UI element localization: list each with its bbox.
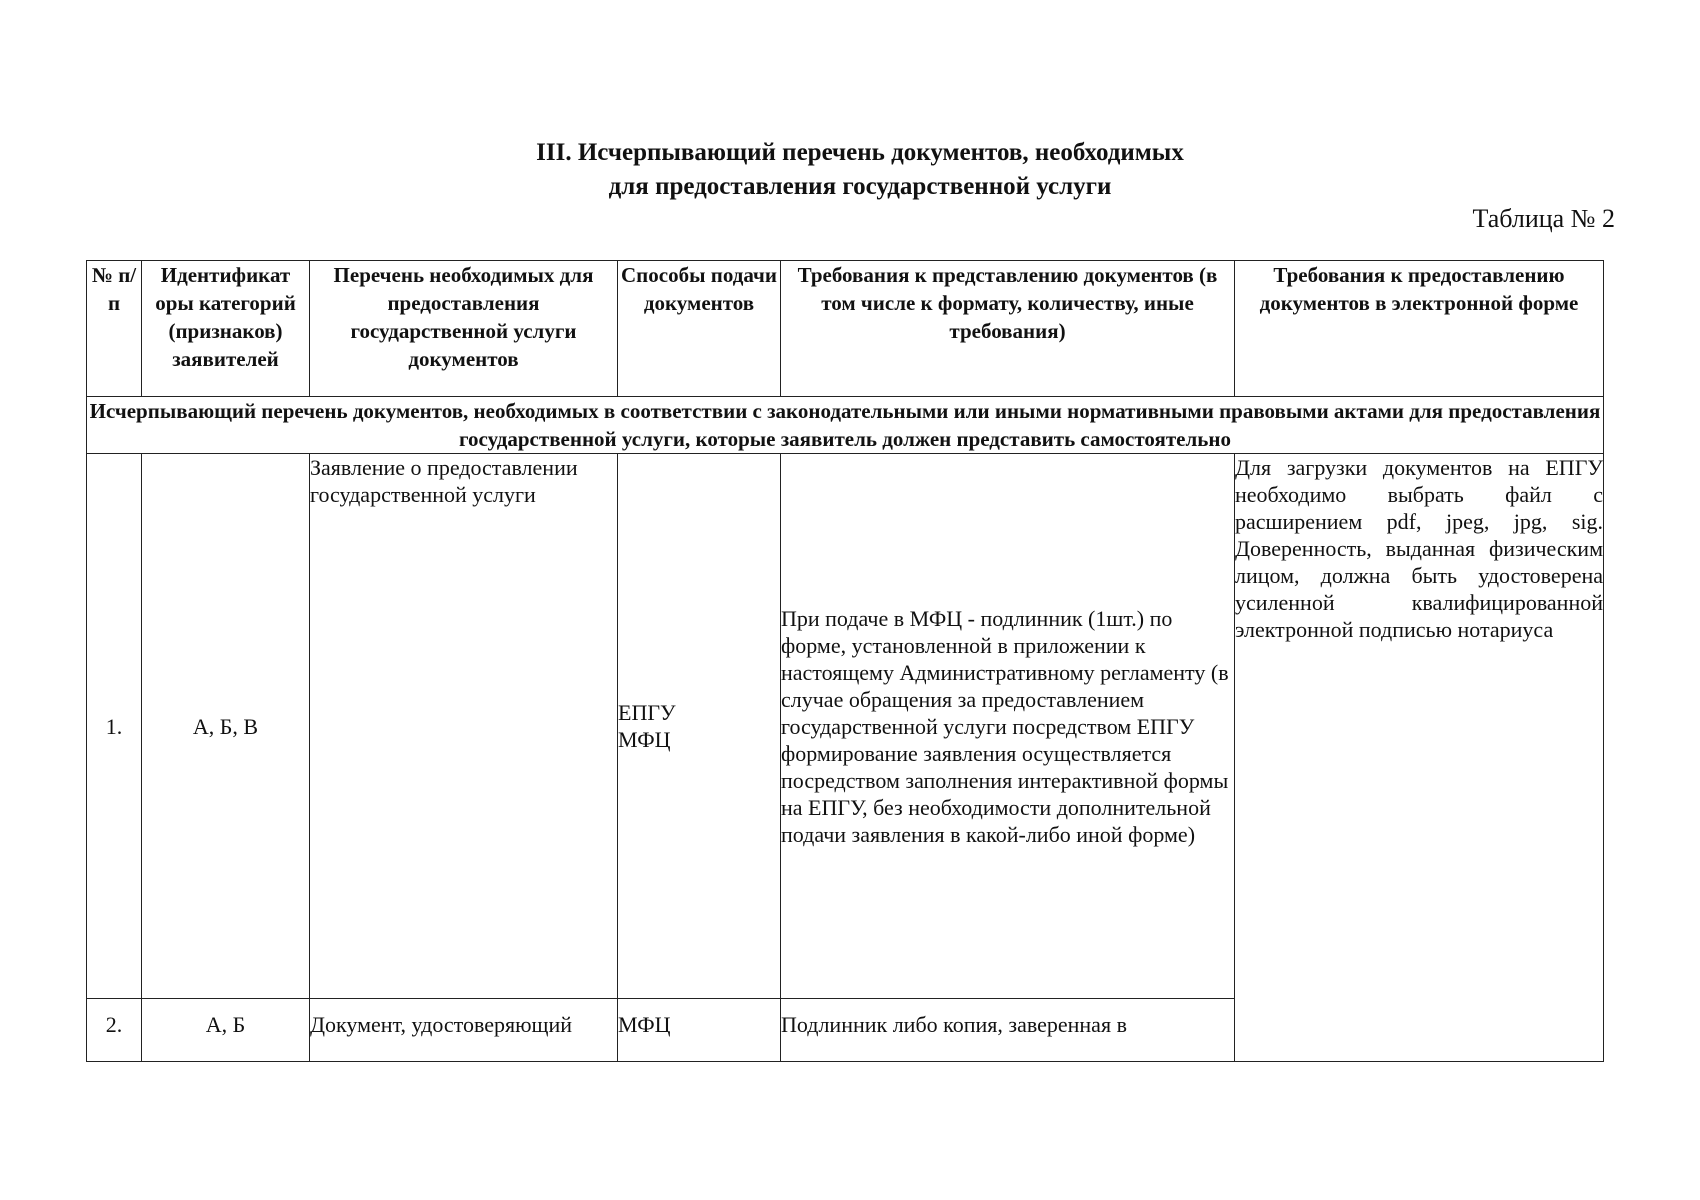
row-number: 1.	[87, 454, 142, 999]
header-documents-list: Перечень необходимых для предоставления государственной услуги документов	[310, 261, 618, 397]
table-row	[87, 454, 1604, 999]
table-header-row	[87, 261, 1604, 397]
header-submission-requirements: Требования к представлению документов (в том числе к формату, количеству, иные требования)	[781, 261, 1235, 397]
heading-line-1: III. Исчерпывающий перечень документов, необходимых	[536, 139, 1184, 166]
section-heading	[0, 136, 1700, 204]
row-categories: А, Б, В	[142, 454, 310, 999]
row-methods	[618, 999, 781, 1062]
row-document-name: Заявление о предоставлении государственной услуги	[310, 454, 618, 999]
row-categories: А, Б	[142, 999, 310, 1062]
row-document-name: Документ, удостоверяющий	[310, 999, 618, 1062]
row-requirements: При подаче в МФЦ - подлинник (1шт.) по форме, установленной в приложении к настоящему Административному регламенту (в случае обращения за предоставлением государственной услуги посредством ЕПГУ формирование заявления осуществляется посредством заполнения интерактивной формы на ЕПГУ, без необходимости дополнительной подачи заявления в какой-либо иной форме)	[781, 454, 1235, 999]
row-number: 2.	[87, 999, 142, 1062]
row-electronic-requirements: Для загрузки документов на ЕПГУ необходимо выбрать файл с расширением pdf, jpeg, jpg, sig. Доверенность, выданная физическим лицом, должна быть удостоверена усиленной квалифицированной электронной подписью нотариуса	[1235, 454, 1604, 1062]
method-item: МФЦ	[618, 1012, 671, 1037]
method-item: МФЦ	[618, 727, 671, 752]
heading-line-2: для предоставления государственной услуги	[608, 173, 1112, 200]
header-applicant-categories: Идентификат оры категорий (признаков) заявителей	[142, 261, 310, 397]
row-requirements: Подлинник либо копия, заверенная в	[781, 999, 1235, 1062]
documents-table	[86, 260, 1604, 1062]
table-label: Таблица № 2	[1472, 204, 1615, 233]
header-submission-methods: Способы подачи документов	[618, 261, 781, 397]
method-item: ЕПГУ	[618, 700, 676, 725]
row-methods	[618, 454, 781, 999]
header-electronic-requirements: Требования к предоставлению документов в электронной форме	[1235, 261, 1604, 397]
section-row	[87, 397, 1604, 454]
section-title: Исчерпывающий перечень документов, необходимых в соответствии с законодательными или иными нормативными правовыми актами для предоставления государственной услуги, которые заявитель должен представить самостоятельно	[87, 397, 1604, 454]
header-number: № п/п	[87, 261, 142, 397]
